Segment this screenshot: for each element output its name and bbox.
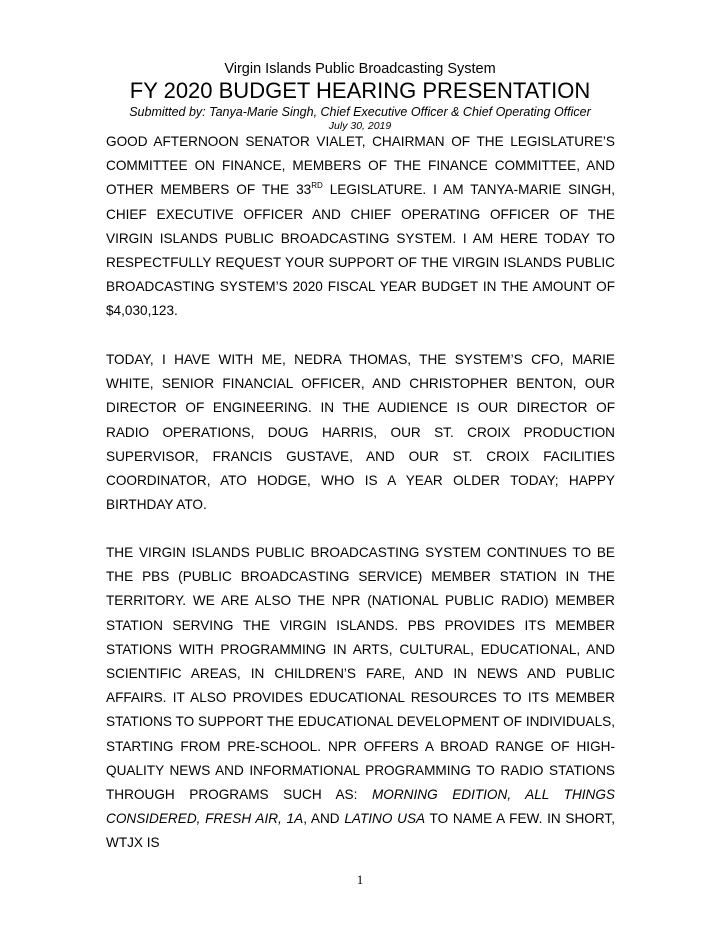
mission-text-c: TO NAME A FEW. IN SHORT, WTJX IS [106, 811, 616, 851]
submitted-by-line: Submitted by: Tanya-Marie Singh, Chief Executive Officer & Chief Operating Officer [129, 105, 591, 119]
ordinal-superscript: RD [311, 181, 323, 191]
paragraph-mission [106, 541, 615, 856]
greeting-text-a: GOOD AFTERNOON SENATOR VIALET, CHAIRMAN OF THE LEGISLATURE’S COMMITTEE ON FINANCE, MEMBERS OF THE FINANCE COMMITTEE, AND OTHER MEMBERS OF THE 33 [106, 134, 615, 198]
document-header [0, 60, 720, 132]
paragraph-attendees: TODAY, I HAVE WITH ME, NEDRA THOMAS, THE SYSTEM’S CFO, MARIE WHITE, SENIOR FINANCIAL OFFICER, AND CHRISTOPHER BENTON, OUR DIRECTOR OF ENGINEERING. IN THE AUDIENCE IS OUR DIRECTOR OF RADIO OPERATIONS, DOUG HARRIS, OUR ST. CROIX PRODUCTION SUPERVISOR, FRANCIS GUSTAVE, AND OUR ST. CROIX FACILITIES COORDINATOR, ATO HODGE, WHO IS A YEAR OLDER TODAY; HAPPY BIRTHDAY ATO. [106, 352, 615, 513]
program-title-latino-usa: LATINO USA [344, 811, 426, 827]
paragraph-greeting [106, 130, 615, 324]
mission-text-a: THE VIRGIN ISLANDS PUBLIC BROADCASTING SYSTEM CONTINUES TO BE THE PBS (PUBLIC BROADCASTING SERVICE) MEMBER STATION IN THE TERRITORY. WE ARE ALSO THE NPR (NATIONAL PUBLIC RADIO) MEMBER STATION SERVING THE VIRGIN ISLANDS. PBS PROVIDES ITS MEMBER STATIONS WITH PROGRAMMING IN ARTS, CULTURAL, EDUCATIONAL, AND SCIENTIFIC AREAS, IN CHILDREN’S FARE, AND IN NEWS AND PUBLIC AFFAIRS. IT ALSO PROVIDES EDUCATIONAL RESOURCES TO ITS MEMBER STATIONS TO SUPPORT THE EDUCATIONAL DEVELOPMENT OF INDIVIDUALS, STARTING FROM PRE-SCHOOL. NPR OFFERS A BROAD RANGE OF HIGH-QUALITY NEWS AND INFORMATIONAL PROGRAMMING TO RADIO STATIONS THROUGH PROGRAMS SUCH AS: [106, 545, 615, 803]
page-number: 1 [356, 872, 364, 887]
program-titles: MORNING EDITION, ALL THINGS CONSIDERED, FRESH AIR, 1A [106, 787, 616, 827]
organization-name: Virgin Islands Public Broadcasting System [224, 61, 496, 77]
document-title: FY 2020 BUDGET HEARING PRESENTATION [129, 78, 591, 103]
greeting-text-b: LEGISLATURE. I AM TANYA-MARIE SINGH, CHIEF EXECUTIVE OFFICER AND CHIEF OPERATING OFFICER OF THE VIRGIN ISLANDS PUBLIC BROADCASTING SYSTEM. I AM HERE TODAY TO RESPECTFULLY REQUEST YOUR SUPPORT OF THE VIRGIN ISLANDS PUBLIC BROADCASTING SYSTEM’S 2020 FISCAL YEAR BUDGET IN THE AMOUNT OF $4,030,123. [106, 182, 615, 319]
mission-text-b: , AND [303, 811, 345, 827]
document-date: July 30, 2019 [328, 120, 392, 132]
